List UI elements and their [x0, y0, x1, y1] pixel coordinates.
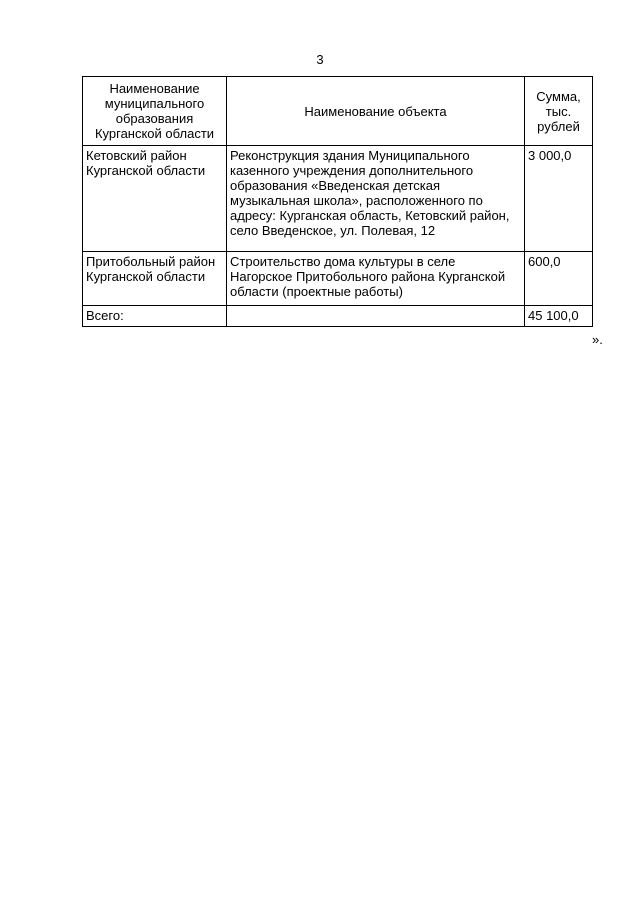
table-row: [83, 252, 593, 306]
page-number: 3: [316, 52, 324, 67]
table-row: [83, 146, 593, 252]
header-object: Наименование объекта: [227, 77, 525, 146]
cell-amount: 3 000,0: [525, 146, 593, 252]
cell-object: Строительство дома культуры в селе Нагорское Притобольного района Курганской области (проектные работы): [227, 252, 525, 306]
cell-object: Реконструкция здания Муниципального казенного учреждения дополнительного образования «Введенская детская музыкальная школа», расположенного по адресу: Курганская область, Кетовский район, село Введенское, ул. Полевая, 12: [227, 146, 525, 252]
closing-mark: ».: [592, 332, 603, 347]
cell-municipality: Притобольный район Курганской области: [83, 252, 227, 306]
table-header-row: [83, 77, 593, 146]
cell-municipality: Кетовский район Курганской области: [83, 146, 227, 252]
header-municipality: Наименование муниципального образования Курганской области: [83, 77, 227, 146]
table-total-row: [83, 306, 593, 327]
total-label: Всего:: [83, 306, 227, 327]
allocation-table: [82, 76, 593, 327]
total-amount: 45 100,0: [525, 306, 593, 327]
cell-amount: 600,0: [525, 252, 593, 306]
header-amount: Сумма, тыс. рублей: [525, 77, 593, 146]
total-object: [227, 306, 525, 327]
